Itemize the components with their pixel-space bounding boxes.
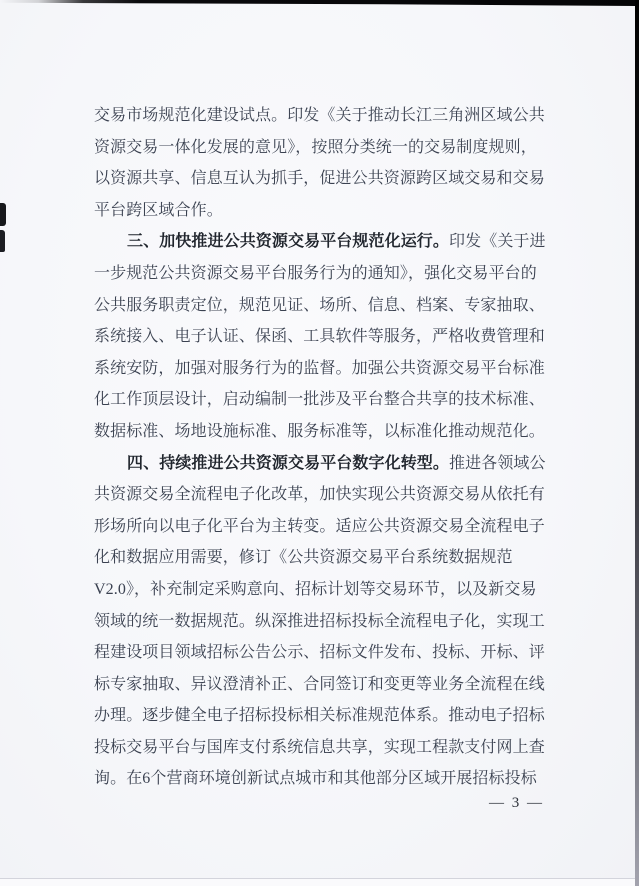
- line-text: 交易市场规范化建设试点。印发《关于推动长江三角洲区域公共: [94, 107, 545, 124]
- text-line: [94, 384, 552, 416]
- text-line: [94, 669, 552, 701]
- text-line: [94, 163, 552, 195]
- text-line: [94, 258, 552, 290]
- text-line: [94, 195, 552, 227]
- line-text: 领域的统一数据规范。纵深推进招标投标全流程电子化，实现工: [94, 612, 545, 630]
- text-line: [94, 606, 552, 638]
- text-line: [94, 100, 552, 132]
- line-text: 化工作顶层设计，启动编制一批涉及平台整合共享的技术标准、: [94, 391, 545, 409]
- line-text: 投标交易平台与国库支付系统信息共享，实现工程款支付网上查: [94, 738, 545, 756]
- text-line: [94, 290, 552, 322]
- section-heading: 三、加快推进公共资源交易平台规范化运行。: [127, 233, 450, 251]
- line-text: 标专家抽取、异议澄清补正、合同签订和变更等业务全流程在线: [94, 675, 545, 693]
- line-text: 印发《关于进: [449, 233, 546, 251]
- text-line: [94, 416, 552, 448]
- line-text: 程建设项目领域招标公告公示、招标文件发布、投标、开标、评: [94, 644, 545, 662]
- scan-artifact-left-mark: [0, 230, 5, 252]
- line-text: V2.0》，补充制定采购意向、招标计划等交易环节，以及新交易: [94, 580, 537, 598]
- line-text: 公共服务职责定位，规范见证、场所、信息、档案、专家抽取、: [94, 296, 545, 314]
- line-text: 共资源交易全流程电子化改革，加快实现公共资源交易从依托有: [94, 486, 545, 504]
- text-line: [94, 763, 552, 795]
- text-line: [94, 226, 552, 258]
- text-line: [94, 700, 552, 732]
- text-line: [94, 637, 552, 669]
- text-line: [94, 574, 552, 606]
- text-line: [94, 732, 552, 764]
- line-text: 以资源共享、信息互认为抓手，促进公共资源跨区域交易和交易: [94, 170, 545, 188]
- text-line: [94, 448, 552, 480]
- line-text: 一步规范公共资源交易平台服务行为的通知》，强化交易平台的: [94, 264, 537, 282]
- line-text: 数据标准、场地设施标准、服务标准等，以标准化推动规范化。: [94, 422, 545, 440]
- line-text: 系统接入、电子认证、保函、工具软件等服务，严格收费管理和: [94, 328, 545, 346]
- line-text: 询。在6个营商环境创新试点城市和其他部分区域开展招标投标: [94, 770, 537, 788]
- page-number: — 3 —: [489, 795, 544, 811]
- text-line: [94, 353, 552, 385]
- line-text: 推进各领域公: [449, 454, 546, 472]
- text-line: [94, 511, 552, 543]
- text-line: [94, 479, 552, 511]
- section-heading: 四、持续推进公共资源交易平台数字化转型。: [127, 454, 450, 472]
- line-text: 系统安防，加强对服务行为的监督。加强公共资源交易平台标准: [94, 359, 545, 377]
- text-line: [94, 132, 552, 164]
- line-text: 办理。逐步健全电子招标投标相关标准规范体系。推动电子招标: [94, 707, 545, 725]
- text-line: [94, 542, 552, 574]
- line-text: 化和数据应用需要，修订《公共资源交易平台系统数据规范: [94, 549, 513, 567]
- scan-artifact-right-edge: [635, 0, 639, 886]
- line-text: 平台跨区域合作。: [94, 201, 223, 219]
- scan-artifact-left-mark: [0, 203, 6, 226]
- line-text: 资源交易一体化发展的意见》，按照分类统一的交易制度规则，: [94, 138, 537, 156]
- document-body: [94, 100, 552, 795]
- scan-artifact-bottom-strip: [0, 879, 635, 886]
- text-line: [94, 321, 552, 353]
- line-text: 形场所向以电子化平台为主转变。适应公共资源交易全流程电子: [94, 517, 545, 535]
